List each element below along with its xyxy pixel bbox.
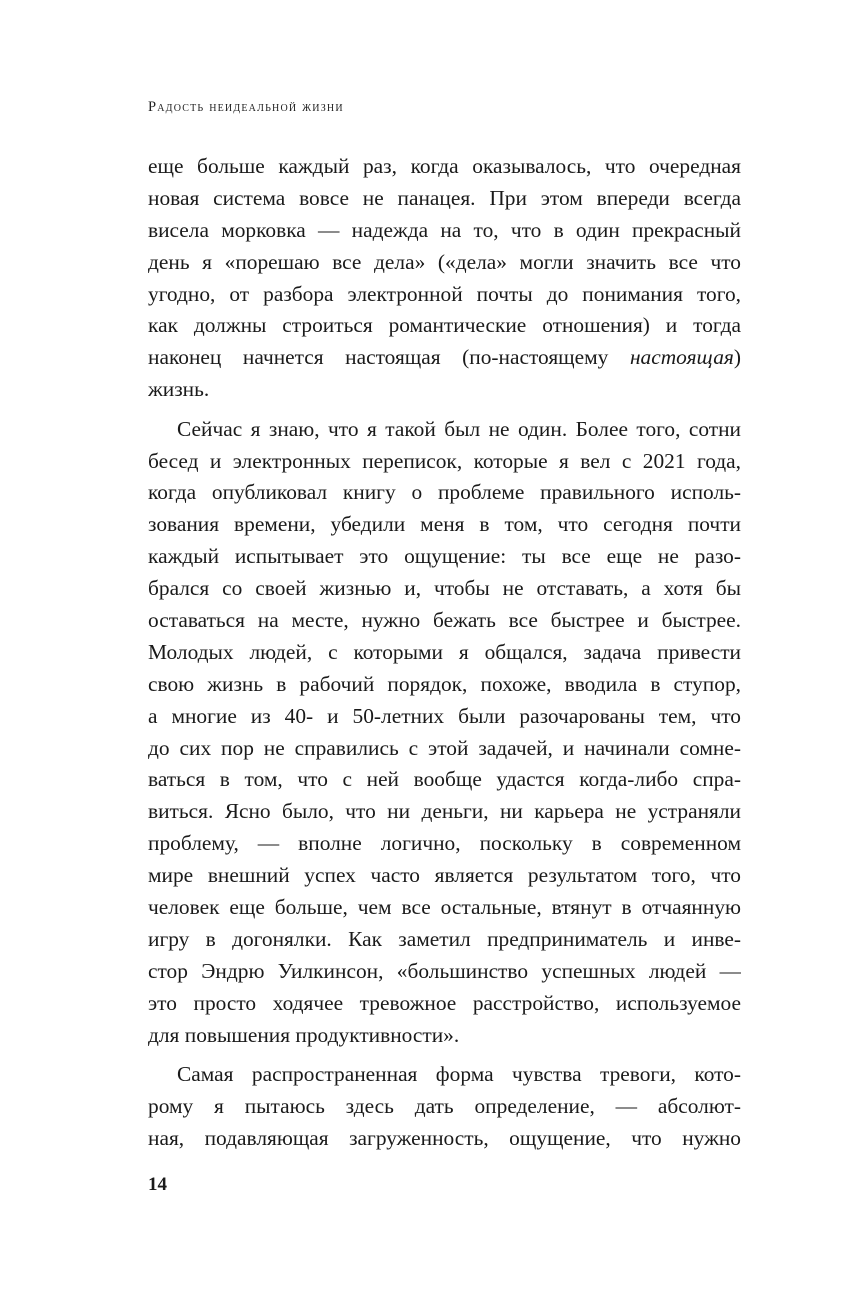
- text-line: Молодых людей, с которыми я общался, задача привести: [148, 639, 741, 664]
- text-line: свою жизнь в рабочий порядок, похоже, вводила в ступор,: [148, 671, 741, 696]
- text-line: рому я пытаюсь здесь дать определение, — абсолют-: [148, 1093, 741, 1118]
- page-body: [148, 151, 741, 1155]
- text-line: оставаться на месте, нужно бежать все быстрее и быстрее.: [148, 607, 741, 632]
- text-line: ваться в том, что с ней вообще удастся когда-либо спра-: [148, 767, 741, 792]
- text-line: зования времени, убедили меня в том, что сегодня почти: [148, 512, 741, 537]
- paragraph-1: [148, 151, 741, 406]
- text-line: еще больше каждый раз, когда оказывалось, что очередная: [148, 154, 741, 178]
- text-line: проблему, — вполне логично, поскольку в современном: [148, 831, 741, 856]
- text-line: игру в догонялки. Как заметил предприниматель и инве-: [148, 926, 741, 951]
- text-line: а многие из 40- и 50-летних были разочарованы тем, что: [148, 703, 741, 728]
- text-line: Сейчас я знаю, что я такой был не один. Более того, сотни: [177, 416, 741, 441]
- running-head-title: Радость неидеальной жизни: [148, 99, 344, 115]
- text-line: угодно, от разбора электронной почты до понимания того,: [148, 281, 741, 306]
- text-run: ): [733, 345, 741, 370]
- text-line: это просто ходячее тревожное расстройство, используемое: [148, 990, 741, 1015]
- emphasis-word: настоящая: [629, 345, 734, 370]
- text-run: наконец начнется настоящая (по-настоящему: [148, 345, 630, 370]
- text-line: жизнь.: [148, 377, 210, 402]
- text-line: ная, подавляющая загруженность, ощущение, что нужно: [148, 1125, 741, 1150]
- text-line: мире внешний успех часто является результатом того, что: [148, 863, 741, 888]
- text-line: виться. Ясно было, что ни деньги, ни карьера не устраняли: [148, 799, 741, 824]
- text-line: как должны строиться романтические отношения) и тогда: [148, 313, 741, 338]
- paragraph-2: [148, 414, 741, 1052]
- text-line: Самая распространенная форма чувства тревоги, кото-: [177, 1061, 741, 1086]
- text-line: каждый испытывает это ощущение: ты все еще не разо-: [148, 544, 741, 569]
- text-line-with-italic: [148, 342, 741, 374]
- text-line: брался со своей жизнью и, чтобы не отставать, а хотя бы: [148, 576, 741, 601]
- text-line: до сих пор не справились с этой задачей, и начинали сомне-: [148, 735, 741, 760]
- text-line: для повышения продуктивности».: [148, 1022, 460, 1047]
- text-line: стор Эндрю Уилкинсон, «большинство успешных людей —: [148, 958, 741, 983]
- text-line: новая система вовсе не панацея. При этом впереди всегда: [148, 185, 741, 210]
- text-line: висела морковка — надежда на то, что в один прекрасный: [148, 217, 741, 242]
- text-line: когда опубликовал книгу о проблеме правильного исполь-: [148, 480, 741, 505]
- text-line: день я «порешаю все дела» («дела» могли значить все что: [148, 249, 741, 274]
- page-number: 14: [148, 1174, 167, 1195]
- text-line: человек еще больше, чем все остальные, втянут в отчаянную: [148, 894, 741, 919]
- paragraph-3: [148, 1059, 741, 1155]
- text-line: бесед и электронных переписок, которые я вел с 2021 года,: [148, 448, 741, 473]
